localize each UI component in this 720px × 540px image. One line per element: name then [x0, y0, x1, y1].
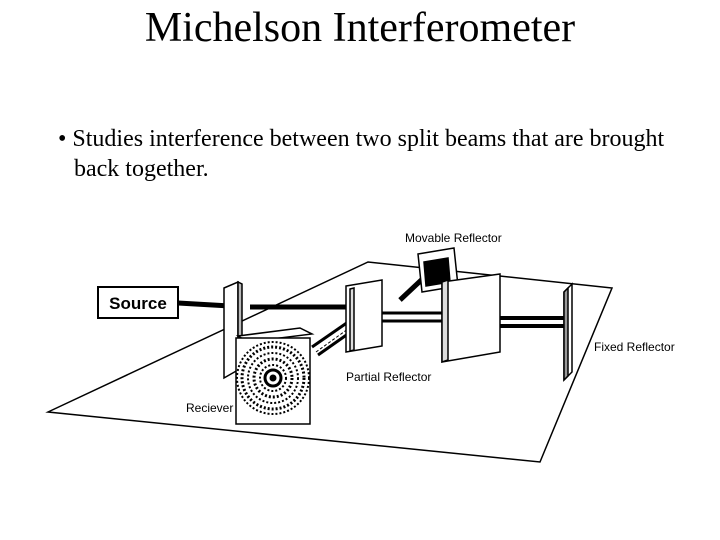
fixed-reflector-label: Fixed Reflector: [594, 340, 675, 354]
receiver: [236, 328, 312, 424]
compensator-plate: [442, 274, 500, 362]
partial-reflector: [346, 280, 382, 352]
source-box: [98, 287, 178, 318]
bullet-text: • Studies interference between two split beams that are brought back together.: [58, 126, 665, 182]
receiver-label: Reciever: [186, 401, 234, 415]
partial-reflector-label: Partial Reflector: [346, 370, 432, 384]
movable-reflector-label: Movable Reflector: [405, 231, 502, 245]
source-label: Source: [109, 294, 167, 313]
fixed-reflector: [564, 284, 572, 380]
slide-title: Michelson Interferometer: [144, 5, 576, 51]
